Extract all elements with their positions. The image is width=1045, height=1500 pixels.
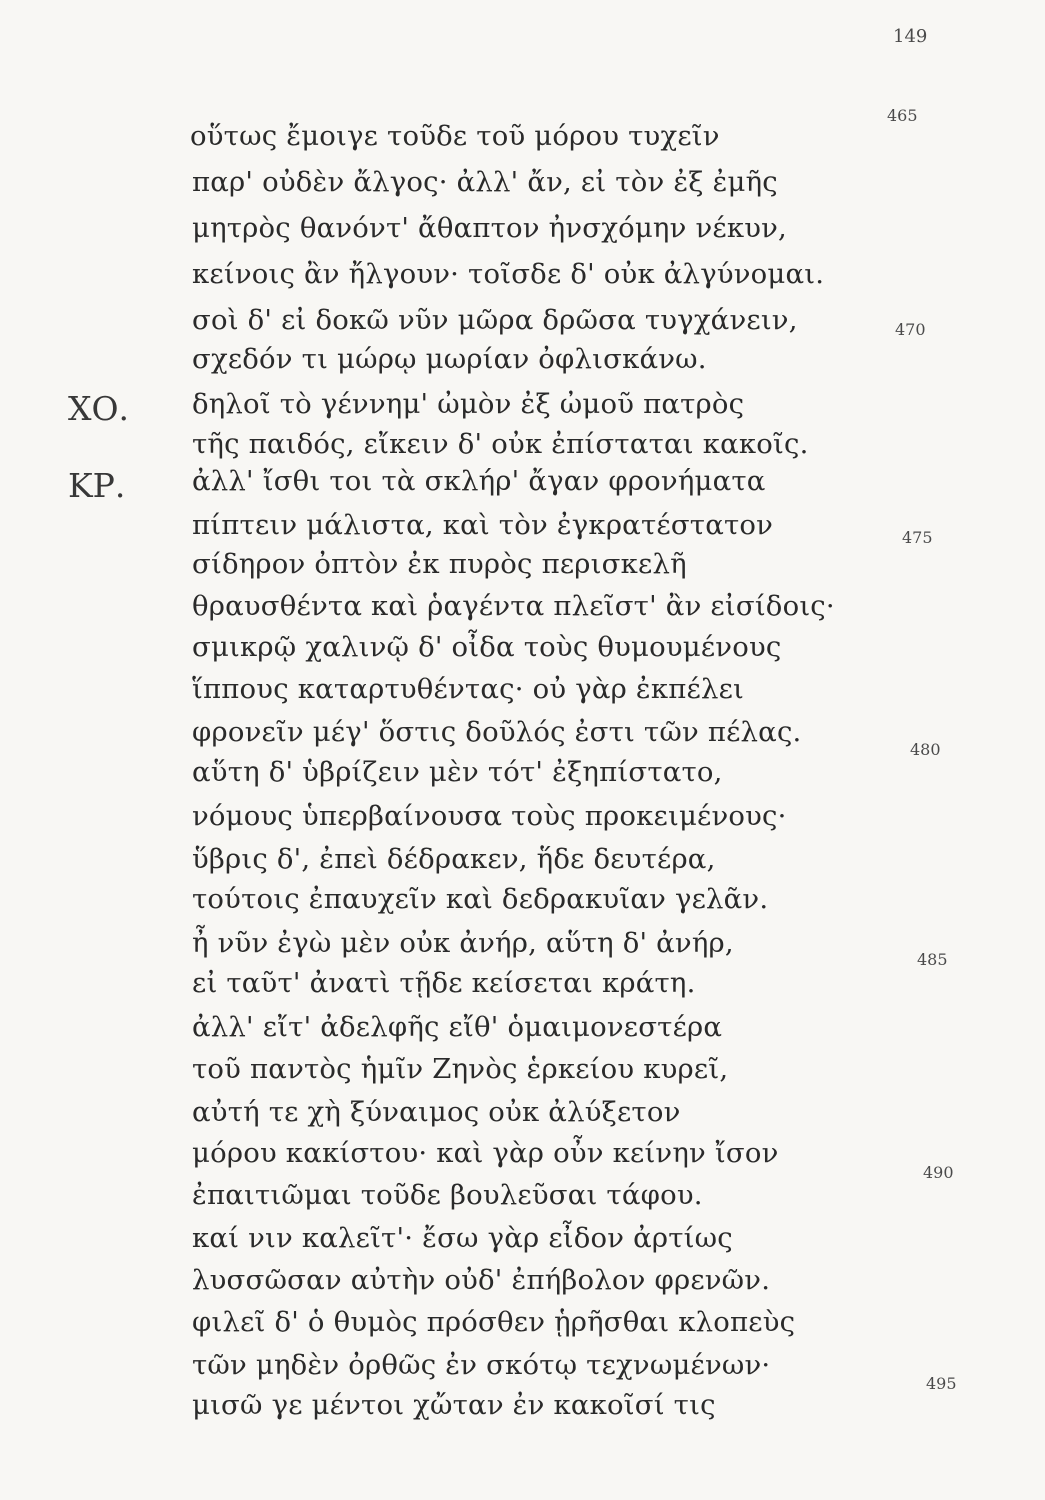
verse-line: καί νιν καλεῖτ'· ἔσω γὰρ εἶδον ἀρτίως — [192, 1222, 733, 1254]
line-number: 480 — [910, 740, 941, 759]
line-number: 470 — [895, 320, 926, 339]
verse-line: μισῶ γε μέντοι χὤταν ἐν κακοῖσί τις — [192, 1389, 716, 1421]
verse-line: σίδηρον ὀπτὸν ἐκ πυρὸς περισκελῆ — [192, 548, 687, 580]
verse-line: μητρὸς θανόντ' ἄθαπτον ἠνσχόμην νέκυν, — [192, 212, 787, 244]
line-number: 490 — [923, 1163, 954, 1182]
verse-line: σοὶ δ' εἰ δοκῶ νῦν μῶρα δρῶσα τυγχάνειν, — [192, 304, 798, 336]
line-number: 465 — [887, 106, 918, 125]
verse-line: τῆς παιδός, εἴκειν δ' οὐκ ἐπίσταται κακοῖς. — [192, 428, 809, 460]
verse-line: ἀλλ' εἴτ' ἀδελφῆς εἴθ' ὁμαιμονεστέρα — [192, 1011, 723, 1043]
line-number: 485 — [917, 950, 948, 969]
verse-line: μόρου κακίστου· καὶ γὰρ οὖν κείνην ἴσον — [192, 1137, 779, 1169]
verse-line: τῶν μηδὲν ὀρθῶς ἐν σκότῳ τεχνωμένων· — [192, 1349, 771, 1381]
verse-line: σμικρῷ χαλινῷ δ' οἶδα τοὺς θυμουμένους — [192, 631, 782, 663]
verse-line: ἐπαιτιῶμαι τοῦδε βουλεῦσαι τάφου. — [192, 1179, 703, 1211]
verse-line: ἀλλ' ἴσθι τοι τὰ σκλήρ' ἄγαν φρονήματα — [192, 465, 766, 497]
verse-line: πίπτειν μάλιστα, καὶ τὸν ἐγκρατέστατον — [192, 509, 774, 541]
verse-line: οὕτως ἔμοιγε τοῦδε τοῦ μόρου τυχεῖν — [190, 120, 720, 152]
verse-line: φρονεῖν μέγ' ὅστις δοῦλός ἐστι τῶν πέλας. — [192, 716, 802, 748]
verse-line: λυσσῶσαν αὐτὴν οὐδ' ἐπήβολον φρενῶν. — [192, 1264, 771, 1296]
speaker-label-kreon: ΚΡ. — [68, 466, 126, 505]
verse-line: εἰ ταῦτ' ἀνατὶ τῇδε κείσεται κράτη. — [192, 967, 696, 999]
verse-line: φιλεῖ δ' ὁ θυμὸς πρόσθεν ᾑρῆσθαι κλοπεὺς — [192, 1306, 796, 1338]
verse-line: αὕτη δ' ὑβρίζειν μὲν τότ' ἐξηπίστατο, — [192, 756, 723, 788]
speaker-label-chorus: ΧΟ. — [68, 389, 130, 428]
verse-line: ὕβρις δ', ἐπεὶ δέδρακεν, ἥδε δευτέρα, — [192, 843, 716, 875]
verse-line: ἦ νῦν ἐγὼ μὲν οὐκ ἀνήρ, αὕτη δ' ἀνήρ, — [192, 927, 734, 959]
verse-line: κείνοις ἂν ἤλγουν· τοῖσδε δ' οὐκ ἀλγύνομαι. — [192, 258, 825, 290]
verse-line: σχεδόν τι μώρῳ μωρίαν ὀφλισκάνω. — [192, 343, 707, 375]
verse-line: ἵππους καταρτυθέντας· οὐ γὰρ ἐκπέλει — [192, 673, 745, 705]
verse-line: θραυσθέντα καὶ ῥαγέντα πλεῖστ' ἂν εἰσίδοις· — [192, 590, 835, 622]
verse-line: τοῦ παντὸς ἡμῖν Ζηνὸς ἑρκείου κυρεῖ, — [192, 1053, 729, 1085]
verse-line: νόμους ὑπερβαίνουσα τοὺς προκειμένους· — [192, 800, 787, 832]
line-number: 475 — [902, 528, 933, 547]
page-number: 149 — [893, 26, 928, 47]
verse-line: τούτοις ἐπαυχεῖν καὶ δεδρακυῖαν γελᾶν. — [192, 883, 769, 915]
verse-line: αὐτή τε χὴ ξύναιμος οὐκ ἀλύξετον — [192, 1096, 681, 1128]
verse-line: παρ' οὐδὲν ἄλγος· ἀλλ' ἄν, εἰ τὸν ἐξ ἐμῆς — [192, 166, 778, 198]
line-number: 495 — [926, 1374, 957, 1393]
verse-line: δηλοῖ τὸ γέννημ' ὠμὸν ἐξ ὠμοῦ πατρὸς — [192, 388, 745, 420]
